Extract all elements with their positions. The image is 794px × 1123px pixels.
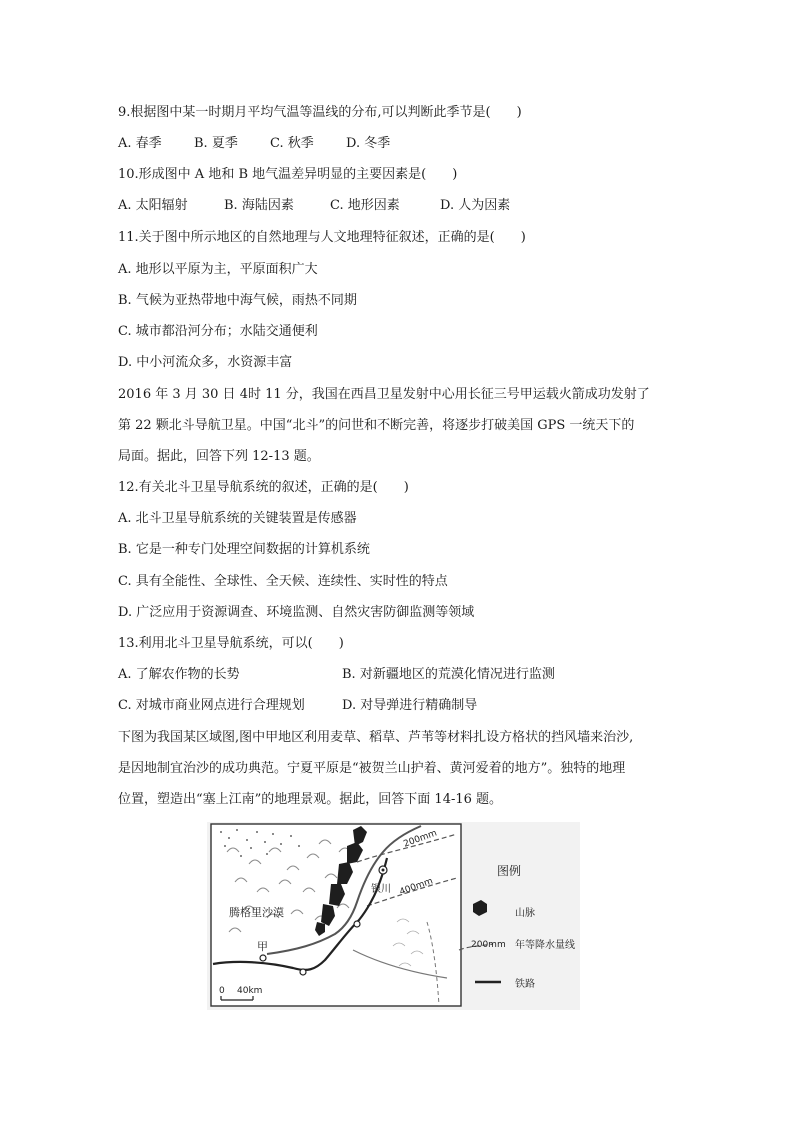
passage1-line-2: 第 22 颗北斗导航卫星。中国“北斗”的问世和不断完善，将逐步打破美国 GPS 一统天下的: [118, 418, 635, 433]
passage1-line-1: 2016 年 3 月 30 日 4时 11 分，我国在西昌卫星发射中心用长征三号甲运载火箭成功发射了: [118, 387, 650, 402]
q9-option-d: D. 冬季: [346, 136, 391, 151]
q13-stem: 13.利用北斗卫星导航系统，可以( ): [118, 636, 344, 651]
q13-option-d: D. 对导弹进行精确制导: [342, 698, 478, 713]
jia-label: 甲: [257, 940, 268, 953]
legend-mountain-symbol: [473, 900, 487, 916]
q9-option-b: B. 夏季: [194, 136, 238, 151]
scale-zero-label: 0: [219, 986, 225, 996]
passage1-line-3: 局面。据此，回答下列 12-13 题。: [118, 449, 320, 464]
q11-option-d: D. 中小河流众多，水资源丰富: [118, 355, 293, 370]
q12-option-c: C. 具有全能性、全球性、全天候、连续性、实时性的特点: [118, 574, 448, 589]
q10-option-a: A. 太阳辐射: [118, 198, 188, 213]
jia-marker: [260, 955, 266, 961]
q11-option-a: A. 地形以平原为主，平原面积广大: [118, 262, 318, 277]
q12-option-d: D. 广泛应用于资源调查、环境监测、自然灾害防御监测等领域: [118, 605, 475, 620]
q11-option-c: C. 城市都沿河分布；水陆交通便利: [118, 324, 318, 339]
legend-mountain-label: 山脉: [515, 908, 535, 919]
q10-option-c: C. 地形因素: [330, 198, 400, 213]
legend-isohyet-label: 年等降水量线: [515, 940, 575, 951]
passage2-line-3: 位置，塑造出“塞上江南”的地理景观。据此，回答下面 14-16 题。: [118, 792, 503, 807]
q12-option-b: B. 它是一种专门处理空间数据的计算机系统: [118, 542, 370, 557]
q9-stem: 9.根据图中某一时期月平均气温等温线的分布,可以判断此季节是( ): [118, 105, 522, 120]
q10-option-b: B. 海陆因素: [224, 198, 294, 213]
q12-stem: 12.有关北斗卫星导航系统的叙述，正确的是( ): [118, 480, 409, 495]
q9-option-c: C. 秋季: [270, 136, 314, 151]
q10-stem: 10.形成图中 A 地和 B 地气温差异明显的主要因素是( ): [118, 167, 458, 182]
q11-stem: 11.关于图中所示地区的自然地理与人文地理特征叙述，正确的是( ): [118, 230, 526, 245]
legend-isohyet-value: 200mm: [471, 940, 506, 950]
scale-distance-label: 40km: [237, 986, 263, 996]
desert-label: 腾格里沙漠: [229, 906, 284, 919]
q10-option-d: D. 人为因素: [440, 198, 511, 213]
isohyet-mid-label: 400mm: [398, 876, 435, 898]
q13-option-a: A. 了解农作物的长势: [118, 667, 240, 682]
yinchuan-label: 银川: [371, 884, 391, 895]
q11-option-b: B. 气候为亚热带地中海气候，雨热不同期: [118, 293, 357, 308]
city-marker-2: [354, 921, 360, 927]
city-marker-3: [300, 969, 306, 975]
q13-option-c: C. 对城市商业网点进行合理规划: [118, 698, 305, 713]
passage2-line-1: 下图为我国某区域图,图中甲地区利用麦草、稻草、芦苇等材料扎设方格状的挡风墙来治沙,: [118, 730, 634, 745]
region-map-figure: [207, 822, 580, 1010]
q9-option-a: A. 春季: [118, 136, 162, 151]
isohyet-top-label: 200mm: [402, 828, 439, 850]
legend-railway-label: 铁路: [515, 979, 535, 990]
legend-title: 图例: [497, 864, 522, 878]
q13-option-b: B. 对新疆地区的荒漠化情况进行监测: [342, 667, 555, 682]
passage2-line-2: 是因地制宜治沙的成功典范。宁夏平原是“被贺兰山护着、黄河爱着的地方”。独特的地理: [118, 761, 626, 776]
q12-option-a: A. 北斗卫星导航系统的关键装置是传感器: [118, 511, 357, 526]
